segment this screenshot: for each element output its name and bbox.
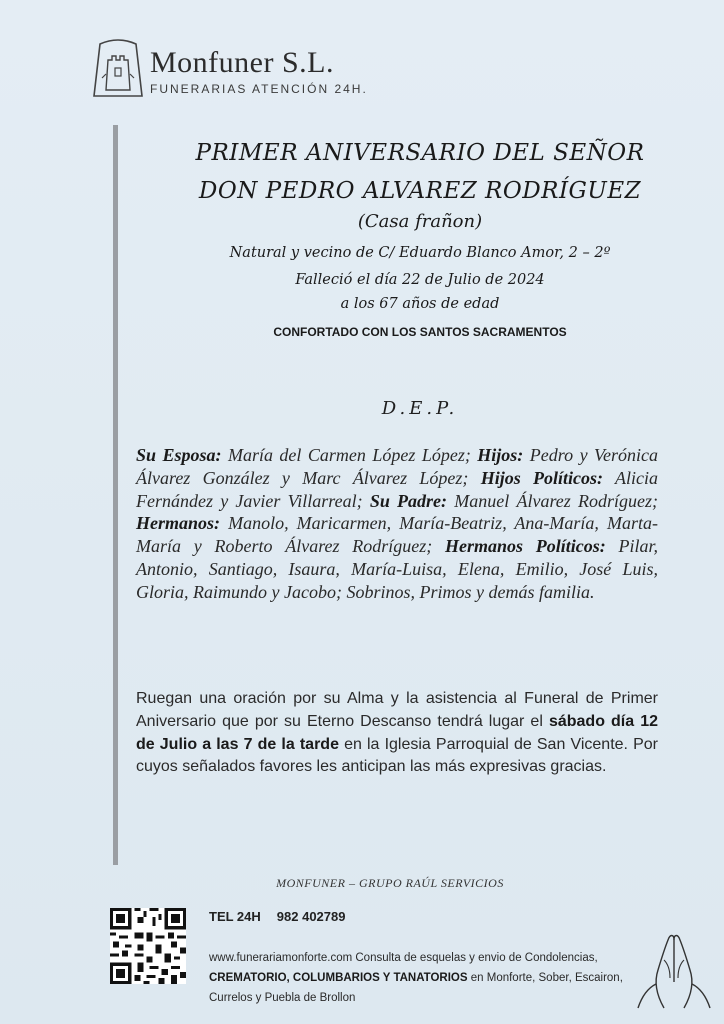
vertical-divider xyxy=(113,125,118,865)
website-info xyxy=(209,948,649,1008)
label-wife: Su Esposa: xyxy=(136,445,222,465)
wife: María del Carmen López López; xyxy=(221,445,478,465)
label-children: Hijos: xyxy=(477,445,524,465)
sacraments-line: CONFORTADO CON LOS SANTOS SACRAMENTOS xyxy=(273,325,567,339)
web-text-2: en Monforte, Sober, Escairon, Currelos y Puebla de Brollon xyxy=(209,972,623,1004)
label-in-law-siblings: Hermanos Políticos: xyxy=(445,536,606,557)
father: Manuel Álvarez Rodríguez; xyxy=(447,490,658,511)
label-father: Su Padre: xyxy=(369,490,448,511)
castle-tower-logo-icon xyxy=(90,38,146,100)
brand-name: Monfuner S.L. xyxy=(150,46,334,79)
web-text-1: Consulta de esquelas y envio de Condolencias, xyxy=(352,952,598,964)
brand-subtitle: FUNERARIAS ATENCIÓN 24H. xyxy=(150,82,368,96)
funeral-text-before: Ruegan una oración por su Alma y la asistencia al Funeral de Primer Aniversario que por su Eterno Descanso tendrá lugar el xyxy=(136,690,658,730)
children: Pedro y Verónica Álvarez González y Marc Álvarez López; xyxy=(136,445,659,488)
in-law-siblings: Pilar, Antonio, Santiago, Isaura, María-Luisa, Elena, Emilio, José Luis, Gloria, Raimundo y Jacobo; Sobrinos, Primos y demás familia. xyxy=(136,536,658,602)
qr-code-icon[interactable] xyxy=(110,908,186,984)
praying-hands-icon xyxy=(634,924,714,1014)
residence: Natural y vecino de C/ Eduardo Blanco Amor, 2 – 2º xyxy=(229,245,611,261)
funeral-date-time: sábado día 12 de Julio a las 7 de la tarde xyxy=(136,712,658,753)
in-law-children: Alicia Fernández y Javier Villarreal; xyxy=(136,467,658,511)
death-date: Falleció el día 22 de Julio de 2024 xyxy=(295,272,545,288)
phone-line xyxy=(209,909,345,924)
age-at-death: a los 67 años de edad xyxy=(340,296,500,312)
tel-label: TEL 24H xyxy=(209,909,261,924)
siblings: Manolo, Maricarmen, María-Beatriz, Ana-María, Marta-María y Roberto Álvarez Rodríguez; xyxy=(136,513,658,557)
deceased-alias: (Casa frañon) xyxy=(357,211,483,232)
funeral-details xyxy=(136,688,658,779)
family-list xyxy=(136,444,658,604)
website-link[interactable]: www.funerariamonforte.com xyxy=(209,952,353,964)
label-siblings: Hermanos: xyxy=(136,513,221,534)
label-in-law-children: Hijos Políticos: xyxy=(480,467,604,488)
deceased-name: DON PEDRO ALVAREZ RODRÍGUEZ xyxy=(198,178,642,204)
dep: D.E.P. xyxy=(381,398,459,419)
services-list: CREMATORIO, COLUMBARIOS Y TANATORIOS xyxy=(209,972,468,984)
funeral-text-after: en la Iglesia Parroquial de San Vicente. Por cuyos señalados favores les anticipan las más expresivas gracias. xyxy=(136,735,658,776)
tel-number[interactable]: 982 402789 xyxy=(276,909,346,924)
notice-heading: PRIMER ANIVERSARIO DEL SEÑOR xyxy=(195,140,645,166)
group-name: MONFUNER – GRUPO RAÚL SERVICIOS xyxy=(276,876,504,890)
